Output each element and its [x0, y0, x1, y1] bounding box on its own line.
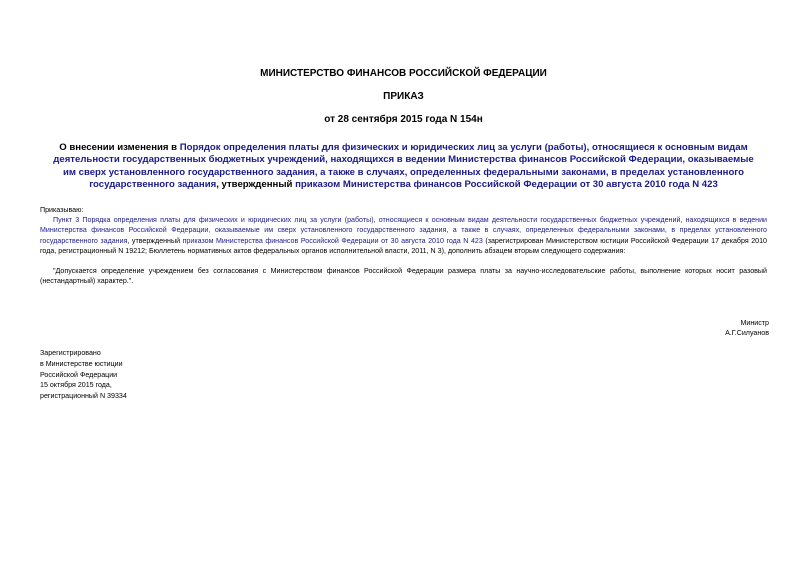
signature-name: А.Г.Силуанов [725, 329, 769, 338]
registration-line: Зарегистрировано [40, 349, 101, 357]
date-number-heading: от 28 сентября 2015 года N 154н [324, 114, 483, 125]
registration-line: в Министерстве юстиции [40, 359, 123, 368]
paragraph-2: "Допускается определение учреждением без согласования с Министерством финансов Российской Федерации размера платы за научно-исследовательские работы, выполнение которых носит разовый (нестандартный) характер.". [40, 267, 767, 286]
document-title [52, 142, 755, 192]
p1-link-order[interactable]: приказом Министерства финансов Российской Федерации от 30 августа 2010 года N 423 [182, 236, 483, 245]
p1-text-2: (зарегистрирован Министерством юстиции Российской Федерации 17 декабря 2010 года, регистрационный N 19212; Бюллетень нормативных актов федеральных органов исполнительной власти, 2011, N 3), дополнить абзацем вторым следующего содержания: [40, 236, 768, 256]
signature-position: Министр [740, 319, 769, 327]
registration-block [40, 348, 127, 402]
registration-line: регистрационный N 39334 [40, 392, 127, 401]
registration-line: Российской Федерации [40, 370, 118, 379]
title-link-procedure[interactable]: Порядок определения платы для физических и юридических лиц за услуги (работы), относящиеся к основным видам деятельности государственных бюджетных учреждений, находящихся в ведении Министерства финансов Российской Федерации, оказываемые им сверх установленного государственного задания, а также в случаях, определенных федеральными законами, в пределах установленного государственного задания [53, 142, 754, 191]
p1-link-procedure[interactable]: Пункт 3 Порядка определения платы для физических и юридических лиц за услуги (работы), относящиеся к основным видам деятельности государственных бюджетных учреждений, находящихся в ведении Министерства финансов Российской Федерации, оказываемые им сверх установленного государственного задания, а также в случаях, определенных федеральными законами, в пределах установленного государственного задания [40, 216, 767, 245]
order-word: Приказываю: [40, 206, 84, 214]
title-middle: , утвержденный [216, 179, 296, 191]
paragraph-1 [40, 215, 767, 257]
p1-text-1: , утвержденный [127, 236, 183, 245]
ministry-heading: МИНИСТЕРСТВО ФИНАНСОВ РОССИЙСКОЙ ФЕДЕРАЦИИ [260, 68, 547, 79]
title-link-order[interactable]: приказом Министерства финансов Российской Федерации от 30 августа 2010 года N 423 [295, 179, 718, 191]
title-prefix: О внесении изменения в [59, 142, 180, 153]
doc-type-heading: ПРИКАЗ [383, 91, 424, 102]
signature-block [725, 318, 769, 339]
registration-line: 15 октября 2015 года, [40, 381, 112, 390]
